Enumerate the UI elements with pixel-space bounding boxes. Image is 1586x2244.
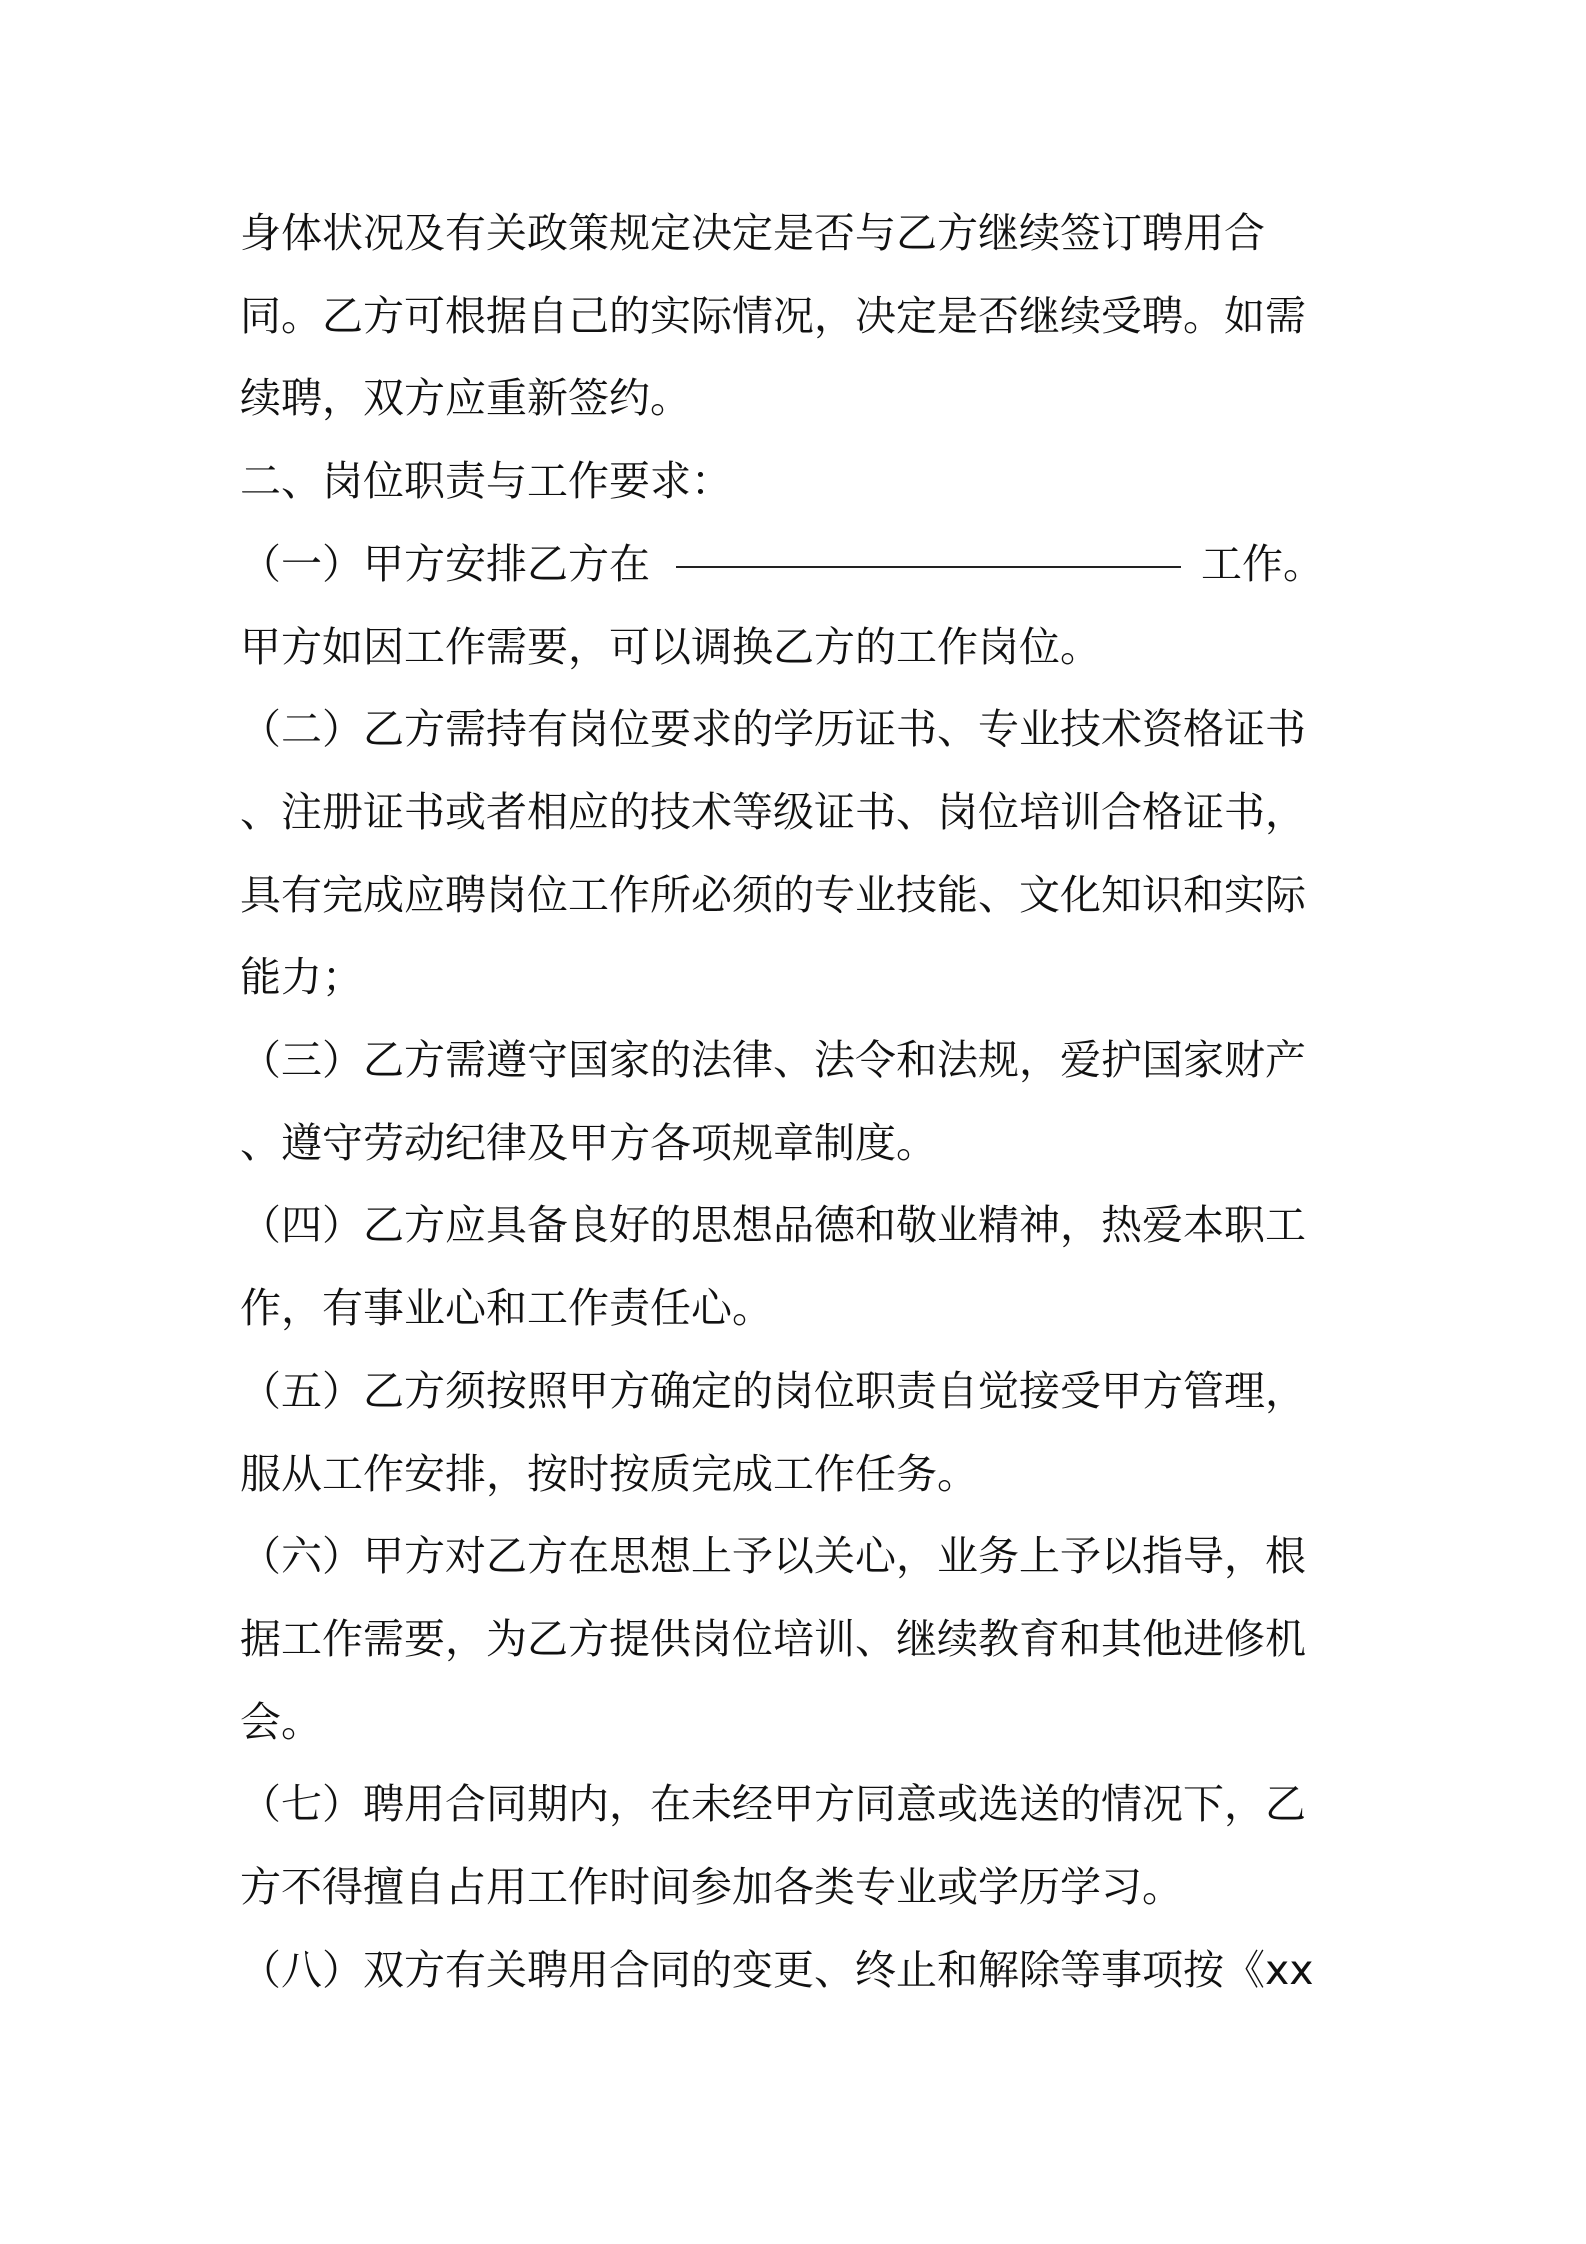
text-line: 服从工作安排，按时按质完成工作任务。 [240,1449,978,1498]
contract-text [240,192,1350,2011]
text-line: 作，有事业心和工作责任心。 [240,1284,773,1333]
text-line: 同。乙方可根据自己的实际情况，决定是否继续受聘。如需 [240,291,1306,340]
text-line: （八）双方有关聘用合同的变更、终止和解除等事项按《xx [240,1945,1314,1994]
text-line: 续聘，双方应重新签约。 [240,374,691,423]
text-line: 具有完成应聘岗位工作所必须的专业技能、文化知识和实际 [240,870,1306,919]
text-line: 身体状况及有关政策规定决定是否与乙方继续签订聘用合 [240,209,1265,257]
text-line: 、注册证书或者相应的技术等级证书、岗位培训合格证书， [240,787,1306,836]
fill-in-blank [676,565,1181,568]
text-line: （三）乙方需遵守国家的法律、法令和法规，爱护国家财产 [240,1036,1306,1085]
section-heading: 二、岗位职责与工作要求： [240,457,732,506]
text-line-prefix: （一）甲方安排乙方在 [240,539,650,588]
text-line: （五）乙方须按照甲方确定的岗位职责自觉接受甲方管理， [240,1366,1306,1415]
text-line: 甲方如因工作需要，可以调换乙方的工作岗位。 [240,622,1101,671]
text-line: 会。 [240,1697,322,1746]
text-line-suffix: 工作。 [1201,539,1324,588]
text-line: 、遵守劳动纪律及甲方各项规章制度。 [240,1118,937,1167]
text-line: （四）乙方应具备良好的思想品德和敬业精神，热爱本职工 [240,1201,1306,1250]
text-line-with-blank [240,523,1350,606]
text-line: （六）甲方对乙方在思想上予以关心，业务上予以指导，根 [240,1532,1306,1581]
text-line: （七）聘用合同期内，在未经甲方同意或选送的情况下，乙 [240,1780,1306,1829]
text-line: 方不得擅自占用工作时间参加各类专业或学历学习。 [240,1863,1183,1912]
text-line: 据工作需要，为乙方提供岗位培训、继续教育和其他进修机 [240,1614,1306,1663]
text-line: 能力； [240,953,363,1002]
text-line: （二）乙方需持有岗位要求的学历证书、专业技术资格证书 [240,705,1306,754]
